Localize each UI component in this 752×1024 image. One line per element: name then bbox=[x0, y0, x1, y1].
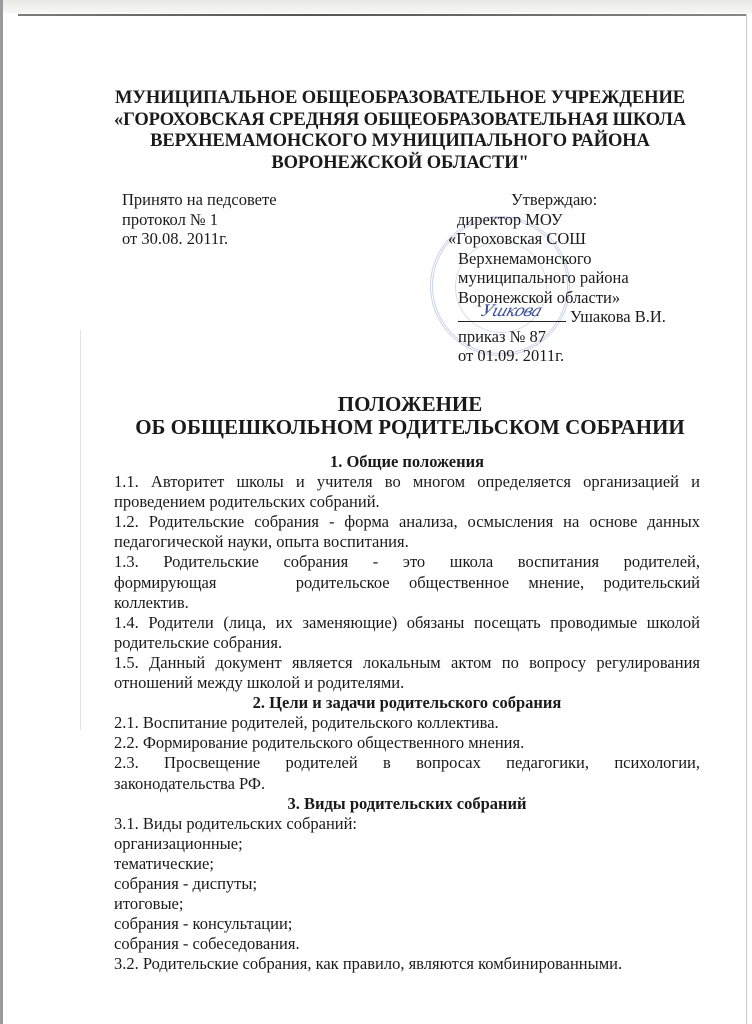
institution-header bbox=[100, 88, 700, 174]
word: 1.3. bbox=[114, 552, 139, 572]
approved-label: Утверждаю: bbox=[511, 190, 598, 209]
paper-fold-line bbox=[80, 330, 81, 730]
word: в bbox=[383, 753, 391, 773]
word: Родительские bbox=[163, 552, 259, 572]
word: родителей, bbox=[623, 552, 700, 572]
word: собрания bbox=[283, 552, 349, 572]
word: формирующая bbox=[114, 572, 217, 592]
word: психологии, bbox=[614, 753, 700, 773]
signature-line bbox=[458, 301, 566, 322]
approved-block bbox=[446, 190, 666, 366]
paragraph-1-3-line-2 bbox=[114, 573, 700, 593]
word: 2.3. bbox=[114, 753, 139, 773]
header-line: МУНИЦИПАЛЬНОЕ ОБЩЕОБРАЗОВАТЕЛЬНОЕ УЧРЕЖДЕНИЕ bbox=[115, 88, 685, 108]
paragraph-2-2: 2.2. Формирование родительского общественного мнения. bbox=[114, 733, 525, 753]
word: - bbox=[372, 552, 379, 572]
signature-row bbox=[446, 301, 666, 327]
scan-right-edge bbox=[746, 14, 747, 1024]
header-line: «ГОРОХОВСКАЯ СРЕДНЯЯ ОБЩЕОБРАЗОВАТЕЛЬНАЯ ШКОЛА bbox=[113, 109, 687, 130]
section-heading: 1. Общие положения bbox=[329, 452, 485, 471]
paragraph-1-3-line-3: коллектив. bbox=[114, 592, 189, 612]
document-title bbox=[100, 393, 720, 439]
accepted-date: от 30.08. 2011г. bbox=[122, 229, 229, 248]
paragraph-3-1: 3.1. Виды родительских собраний: bbox=[114, 813, 358, 833]
header-line: ВОРОНЕЖСКОЙ ОБЛАСТИ" bbox=[271, 152, 529, 173]
accepted-block bbox=[122, 190, 277, 249]
paragraph-1-4: 1.4. Родители (лица, их заменяющие) обязаны посещать проводимые школой родительские собрания. bbox=[114, 612, 700, 652]
word: педагогики, bbox=[506, 753, 590, 773]
paragraph-1-2: 1.2. Родительские собрания - форма анализа, осмысления на основе данных педагогической науки, опыта воспитания. bbox=[114, 512, 700, 552]
paragraph-1-1: 1.1. Авторитет школы и учителя во многом определяется организацией и проведением родительских собраний. bbox=[114, 472, 700, 512]
scan-top-line bbox=[18, 14, 746, 16]
meeting-type-item: собрания - консультации; bbox=[114, 914, 293, 934]
protocol-number: протокол № 1 bbox=[122, 209, 219, 229]
word: это bbox=[402, 552, 426, 572]
word: родительский bbox=[603, 572, 700, 592]
accepted-label: Принято на педсовете bbox=[122, 190, 277, 209]
title-line: ПОЛОЖЕНИЕ bbox=[337, 392, 483, 416]
signer-name: Ушакова В.И. bbox=[570, 307, 666, 326]
paragraph-2-3-line-1 bbox=[114, 753, 700, 773]
header-line: ВЕРХНЕМАМОНСКОГО МУНИЦИПАЛЬНОГО РАЙОНА bbox=[150, 131, 650, 151]
meeting-type-item: итоговые; bbox=[114, 894, 184, 914]
word: родителей bbox=[285, 753, 358, 773]
paragraph-1-3-line-1 bbox=[114, 552, 700, 572]
word: школа bbox=[449, 552, 494, 572]
paragraph-2-1: 2.1. Воспитание родителей, родительского коллектива. bbox=[114, 713, 499, 733]
scan-left-edge bbox=[0, 0, 3, 1024]
order-number: приказ № 87 bbox=[458, 326, 547, 346]
order-date: от 01.09. 2011г. bbox=[458, 346, 565, 365]
word: родительское bbox=[295, 572, 390, 592]
approver-position: директор МОУ bbox=[457, 209, 563, 229]
approver-org-line: «Гороховская СОШ bbox=[448, 229, 586, 248]
word: воспитания bbox=[517, 552, 600, 572]
meeting-type-item: собрания - собеседования. bbox=[114, 934, 300, 954]
paragraph-2-3-line-2: законодательства РФ. bbox=[114, 773, 266, 793]
section-heading: 2. Цели и задачи родительского собрания bbox=[252, 693, 562, 713]
title-line: ОБ ОБЩЕШКОЛЬНОМ РОДИТЕЛЬСКОМ СОБРАНИИ bbox=[135, 415, 685, 439]
document-body bbox=[114, 452, 700, 974]
section-heading: 3. Виды родительских собраний bbox=[287, 793, 527, 813]
word: мнение, bbox=[528, 572, 585, 592]
meeting-type-item: собрания - диспуты; bbox=[114, 873, 258, 893]
scan-top-edge bbox=[0, 0, 752, 13]
paragraph-1-5: 1.5. Данный документ является локальным актом по вопросу регулирования отношений между школой и родителями. bbox=[114, 652, 700, 693]
paragraph-3-2: 3.2. Родительские собрания, как правило, являются комбинированными. bbox=[114, 954, 623, 974]
approver-org-line: муниципального района bbox=[458, 268, 629, 287]
word: вопросах bbox=[416, 753, 481, 773]
meeting-type-item: организационные; bbox=[114, 833, 243, 853]
word: Просвещение bbox=[164, 753, 261, 773]
approver-org-line: Верхнемамонского bbox=[458, 248, 592, 268]
handwritten-signature: Ушкова bbox=[478, 301, 544, 320]
meeting-type-item: тематические; bbox=[114, 853, 214, 873]
word: общественное bbox=[408, 572, 510, 592]
approver-org-line: Воронежской области» bbox=[458, 287, 621, 307]
